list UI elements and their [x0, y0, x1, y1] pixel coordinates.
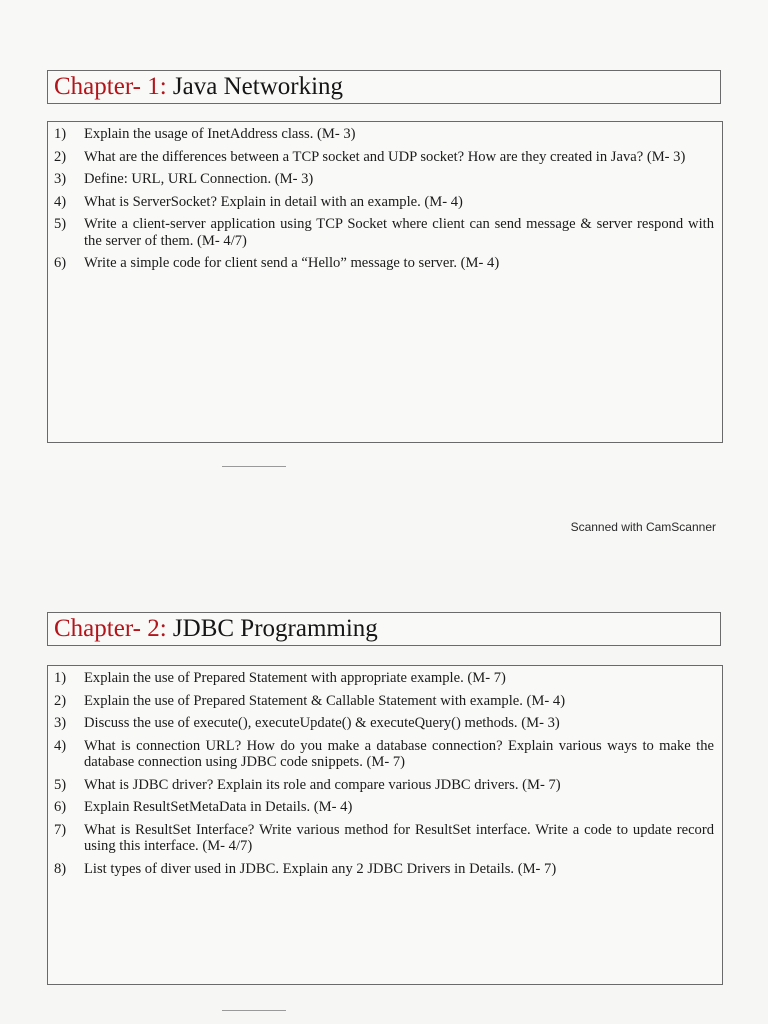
question-text: What is JDBC driver? Explain its role and compare various JDBC drivers. (M- 7) — [84, 776, 561, 793]
question-number: 5) — [54, 776, 67, 793]
question-number: 6) — [54, 255, 67, 271]
chapter-2-question-box — [47, 665, 723, 985]
chapter-2-question-list — [54, 670, 714, 877]
chapter-1-prefix: Chapter- 1: — [54, 73, 167, 100]
question-number: 3) — [54, 171, 67, 187]
question-number: 6) — [54, 799, 67, 815]
question-item — [54, 194, 714, 211]
question-item — [54, 149, 714, 166]
chapter-1-question-list — [54, 126, 714, 272]
question-text: Explain ResultSetMetaData in Details. (M- 4) — [84, 799, 353, 815]
question-item — [54, 126, 714, 143]
question-number: 4) — [54, 737, 67, 754]
question-item — [54, 171, 714, 188]
chapter-2-prefix: Chapter- 2: — [54, 615, 167, 642]
scanner-watermark: Scanned with CamScanner — [570, 520, 716, 534]
chapter-1-header — [47, 70, 721, 104]
question-text: Write a client-server application using TCP Socket where client can send message & server respond with the server of them. (M- 4/7) — [84, 216, 714, 249]
question-item — [54, 216, 714, 249]
question-text: What is ServerSocket? Explain in detail with an example. (M- 4) — [84, 193, 463, 210]
chapter-2-title: JDBC Programming — [172, 615, 378, 642]
chapter-1-title: Java Networking — [172, 73, 344, 100]
question-text: Write a simple code for client send a “Hello” message to server. (M- 4) — [84, 255, 500, 271]
question-number: 4) — [54, 193, 67, 210]
question-item — [54, 693, 714, 710]
question-item — [54, 670, 714, 687]
question-number: 2) — [54, 692, 67, 709]
question-item — [54, 861, 714, 878]
question-number: 8) — [54, 860, 67, 877]
question-item — [54, 738, 714, 771]
question-number: 1) — [54, 670, 67, 686]
question-text: Explain the usage of InetAddress class. (M- 3) — [84, 126, 356, 142]
question-number: 3) — [54, 715, 67, 731]
question-item — [54, 777, 714, 794]
question-item — [54, 822, 714, 855]
question-number: 2) — [54, 148, 67, 165]
question-text: Explain the use of Prepared Statement & Callable Statement with example. (M- 4) — [84, 692, 566, 709]
question-item — [54, 799, 714, 816]
divider-line — [222, 466, 286, 467]
question-text: List types of diver used in JDBC. Explain any 2 JDBC Drivers in Details. (M- 7) — [84, 860, 557, 877]
divider-line — [222, 1010, 286, 1011]
question-number: 1) — [54, 126, 67, 142]
question-text: Explain the use of Prepared Statement with appropriate example. (M- 7) — [84, 670, 506, 686]
question-number: 5) — [54, 216, 67, 232]
question-text: Define: URL, URL Connection. (M- 3) — [84, 171, 314, 187]
chapter-2-header — [47, 612, 721, 646]
question-item — [54, 715, 714, 732]
question-text: What are the differences between a TCP socket and UDP socket? How are they created in Java? (M- 3) — [84, 148, 686, 165]
question-text: What is ResultSet Interface? Write various method for ResultSet interface. Write a code to update record using this interface. (M- 4/7) — [84, 821, 714, 854]
question-text: What is connection URL? How do you make a database connection? Explain various ways to make the database connection using JDBC code snippets. (M- 7) — [84, 737, 714, 770]
question-text: Discuss the use of execute(), executeUpdate() & executeQuery() methods. (M- 3) — [84, 715, 560, 731]
question-number: 7) — [54, 821, 67, 838]
question-item — [54, 255, 714, 272]
chapter-1-question-box — [47, 121, 723, 443]
